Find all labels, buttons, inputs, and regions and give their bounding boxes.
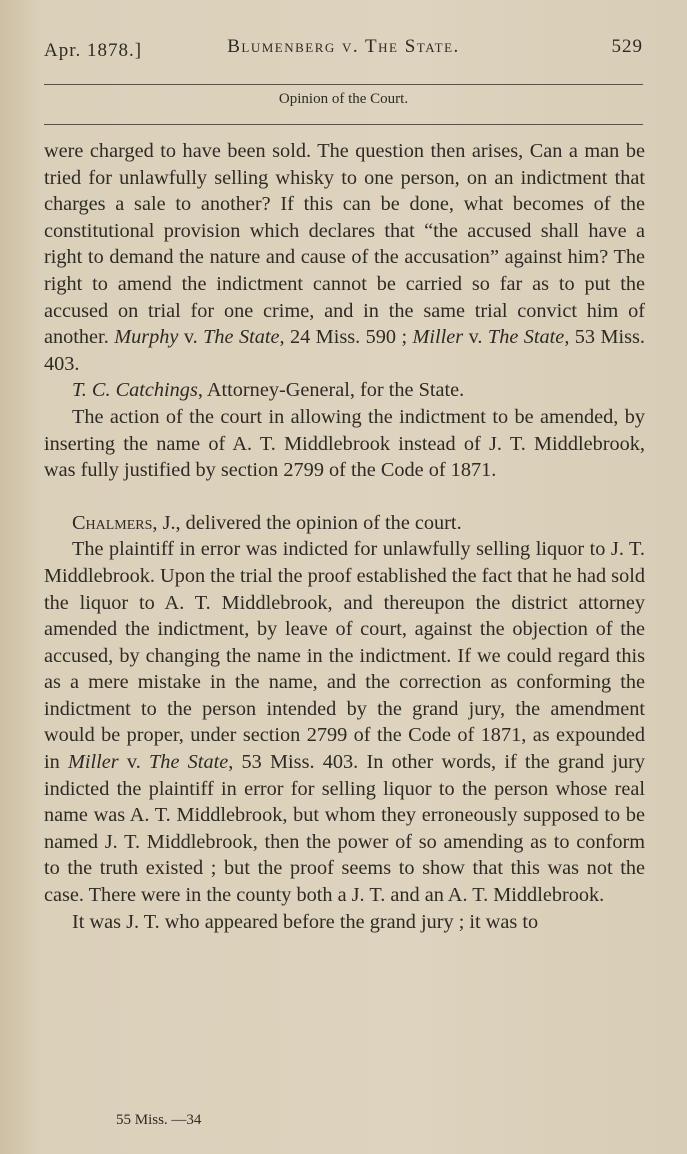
citation-versus: v. [463,326,488,349]
judge-name: Chalmers, J. [72,511,176,534]
citation-name: Miller [412,326,464,349]
header-rule-top [44,84,643,85]
paragraph-continuation: It was J. T. who appeared before the grand jury ; it was to [72,910,539,933]
citation-name: Miller [68,751,119,774]
paragraph-state-argument: The action of the court in allowing the indictment to be amended, by inserting the name of A. T. Middlebrook instead of J. T. Middlebrook, was fully justified by section 2799 of the Code of 1871. [44,405,645,482]
argument-text: were charged to have been sold. The question then arises, Can a man be tried for unlawfully selling whisky to one person, on an indictment that charges a sale to another? If this can be done, what becomes of the constitutional provision which declares that “the accused shall have a right to demand the nature and cause of the accusation” against him? The right to amend the indictment cannot be carried so far as to put the accused on trial for one crime, and in the same trial convict him of another. [44,140,645,349]
opinion-text: The plaintiff in error was indicted for unlawfully selling liquor to J. T. Middlebrook. Upon the trial the proof established the fact that he had sold the liquor to A. T. Middlebrook, and thereupon the district attorney amended the indictment, by leave of court, against the objection of the accused, by changing the name in the indictment. If we could regard this as a mere mistake in the name, and the correction as conforming the indictment to the person intended by the grand jury, the amendment would be proper, under section 2799 of the Code of 1871, as expounded in [44,538,645,774]
header-rule-bottom [44,124,643,125]
paragraph-counsel [44,377,645,404]
citation-versus: v. [178,326,204,349]
citation-reference: , 24 Miss. 590 ; [279,326,408,349]
citation-versus: v. [118,751,150,774]
paragraph-gap [44,484,645,510]
citation-reference: , 53 Miss. 403. [44,326,646,375]
page-number: 529 [611,36,643,57]
paragraph-argument [44,138,645,377]
citation-party: The State [149,751,229,774]
sub-heading: Opinion of the Court. [278,91,409,107]
counsel-role: , Attorney-General, for the State. [197,379,465,402]
citation-party: The State [487,326,565,349]
paragraph-opinion-intro [44,510,645,537]
paragraph-opinion [44,536,645,908]
citation-party: The State [203,326,280,349]
header-case-title: Blumenberg v. The State. [227,36,460,57]
running-head [44,36,643,66]
counsel-name: T. C. Catchings [72,379,198,402]
opinion-intro-text: , delivered the opinion of the court. [175,511,462,534]
opinion-text-continued: , 53 Miss. 403. In other words, if the grand jury indicted the plaintiff in error for selling liquor to the person whose real name was A. T. Middlebrook, but whom they erroneously supposed to be named J. T. Middlebrook, then the power of so amending as to conform to the truth existed ; but the proof seems to show that this was not the case. There were in the county both a J. T. and an A. T. Middlebrook. [44,751,645,907]
citation-name: Murphy [114,326,179,349]
signature-mark: 55 Miss. —34 [116,1112,202,1128]
body-text [44,138,645,935]
header-date: Apr. 1878.] [44,40,143,61]
